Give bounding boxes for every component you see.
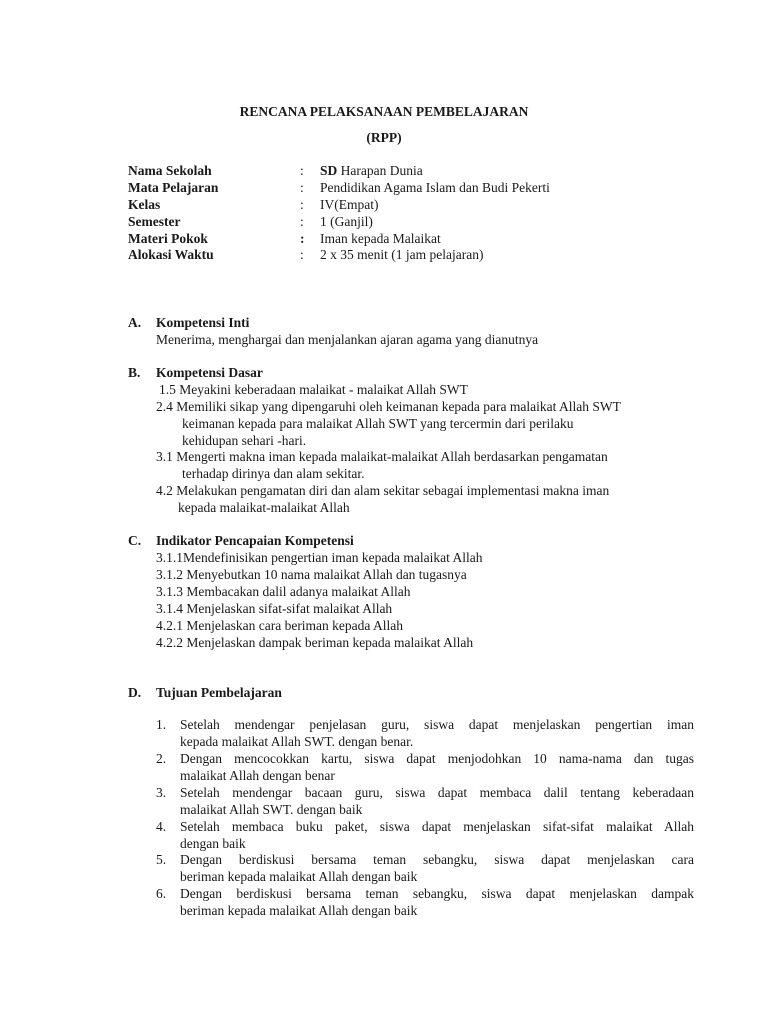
identity-label-school: Nama Sekolah [128, 163, 212, 178]
identity-colon: : [300, 247, 304, 262]
section-c-title: Indikator Pencapaian Kompetensi [156, 533, 354, 548]
objective-text: Dengan berdiskusi bersama teman sebangku, siswa dapat menjelaskan cara [180, 852, 694, 867]
objective-text: Dengan mencocokkan kartu, siswa dapat menjodohkan 10 nama-nama dan tugas [180, 751, 694, 766]
indicator-item: 3.1.3 Membacakan dalil adanya malaikat Allah [156, 584, 411, 599]
section-d-title: Tujuan Pembelajaran [156, 685, 282, 700]
identity-colon: : [300, 197, 304, 212]
competency-line: terhadap dirinya dan alam sekitar. [182, 466, 365, 481]
competency-line: 3.1 Mengerti makna iman kepada malaikat-malaikat Allah berdasarkan pengamatan [156, 449, 608, 464]
objective-text-cont: malaikat Allah dengan benar [180, 768, 335, 783]
competency-line: 1.5 Meyakini keberadaan malaikat - malaikat Allah SWT [159, 382, 468, 397]
identity-value-class: IV(Empat) [320, 197, 379, 212]
objective-number: 4. [156, 819, 167, 834]
identity-label-time: Alokasi Waktu [128, 247, 214, 262]
identity-colon: : [300, 231, 305, 246]
document-subtitle: (RPP) [366, 130, 402, 145]
identity-value-school-name: Harapan Dunia [340, 163, 423, 178]
objective-text-cont: beriman kepada malaikat Allah dengan baik [180, 903, 418, 918]
objective-text-cont: beriman kepada malaikat Allah dengan baik [180, 869, 418, 884]
objective-text: Setelah membaca buku paket, siswa dapat menjelaskan sifat-sifat malaikat Allah [180, 819, 694, 834]
competency-line: kepada malaikat-malaikat Allah [178, 500, 350, 515]
objective-text: Setelah mendengar penjelasan guru, siswa dapat menjelaskan pengertian iman [180, 717, 694, 732]
section-a-title: Kompetensi Inti [156, 315, 250, 330]
objective-number: 5. [156, 852, 167, 867]
indicator-item: 4.2.2 Menjelaskan dampak beriman kepada malaikat Allah [156, 635, 474, 650]
section-a-letter: A. [128, 315, 142, 330]
indicator-item: 4.2.1 Menjelaskan cara beriman kepada Allah [156, 618, 404, 633]
section-c-letter: C. [128, 533, 142, 548]
objective-number: 1. [156, 717, 167, 732]
identity-label-topic: Materi Pokok [128, 231, 208, 246]
objective-number: 3. [156, 785, 167, 800]
competency-line: kehidupan sehari -hari. [182, 433, 307, 448]
identity-value-time: 2 x 35 menit (1 jam pelajaran) [320, 247, 484, 262]
objective-text-cont: malaikat Allah SWT. dengan baik [180, 802, 363, 817]
competency-line: 4.2 Melakukan pengamatan diri dan alam sekitar sebagai implementasi makna iman [156, 483, 610, 498]
indicator-item: 3.1.4 Menjelaskan sifat-sifat malaikat Allah [156, 601, 393, 616]
section-a-text: Menerima, menghargai dan menjalankan ajaran agama yang dianutnya [156, 332, 539, 347]
section-b-title: Kompetensi Dasar [156, 365, 263, 380]
section-d-letter: D. [128, 685, 142, 700]
identity-colon: : [300, 180, 304, 195]
competency-line: 2.4 Memiliki sikap yang dipengaruhi oleh keimanan kepada para malaikat Allah SWT [156, 399, 621, 414]
identity-value-school [320, 162, 423, 179]
identity-value-subject: Pendidikan Agama Islam dan Budi Pekerti [320, 180, 550, 195]
objective-text-cont: kepada malaikat Allah SWT. dengan benar. [180, 734, 414, 749]
identity-value-semester: 1 (Ganjil) [320, 214, 373, 229]
objective-number: 6. [156, 886, 167, 901]
objective-text-cont: dengan baik [180, 836, 246, 851]
identity-colon: : [300, 214, 304, 229]
section-b-letter: B. [128, 365, 141, 380]
competency-line: keimanan kepada para malaikat Allah SWT yang tercermin dari perilaku [182, 416, 574, 431]
objective-text: Setelah mendengar bacaan guru, siswa dapat membaca dalil tentang keberadaan [180, 785, 694, 800]
indicator-item: 3.1.1Mendefinisikan pengertian iman kepada malaikat Allah [156, 550, 483, 565]
identity-value-topic: Iman kepada Malaikat [320, 231, 441, 246]
indicator-item: 3.1.2 Menyebutkan 10 nama malaikat Allah dan tugasnya [156, 567, 467, 582]
objective-number: 2. [156, 751, 167, 766]
identity-label-class: Kelas [128, 197, 161, 212]
identity-colon: : [300, 163, 304, 178]
identity-value-school-prefix: SD [320, 163, 338, 178]
identity-label-subject: Mata Pelajaran [128, 180, 219, 195]
document-title: RENCANA PELAKSANAAN PEMBELAJARAN [239, 104, 529, 119]
objective-text: Dengan berdiskusi bersama teman sebangku, siswa dapat menjelaskan dampak [180, 886, 694, 901]
identity-label-semester: Semester [128, 214, 181, 229]
